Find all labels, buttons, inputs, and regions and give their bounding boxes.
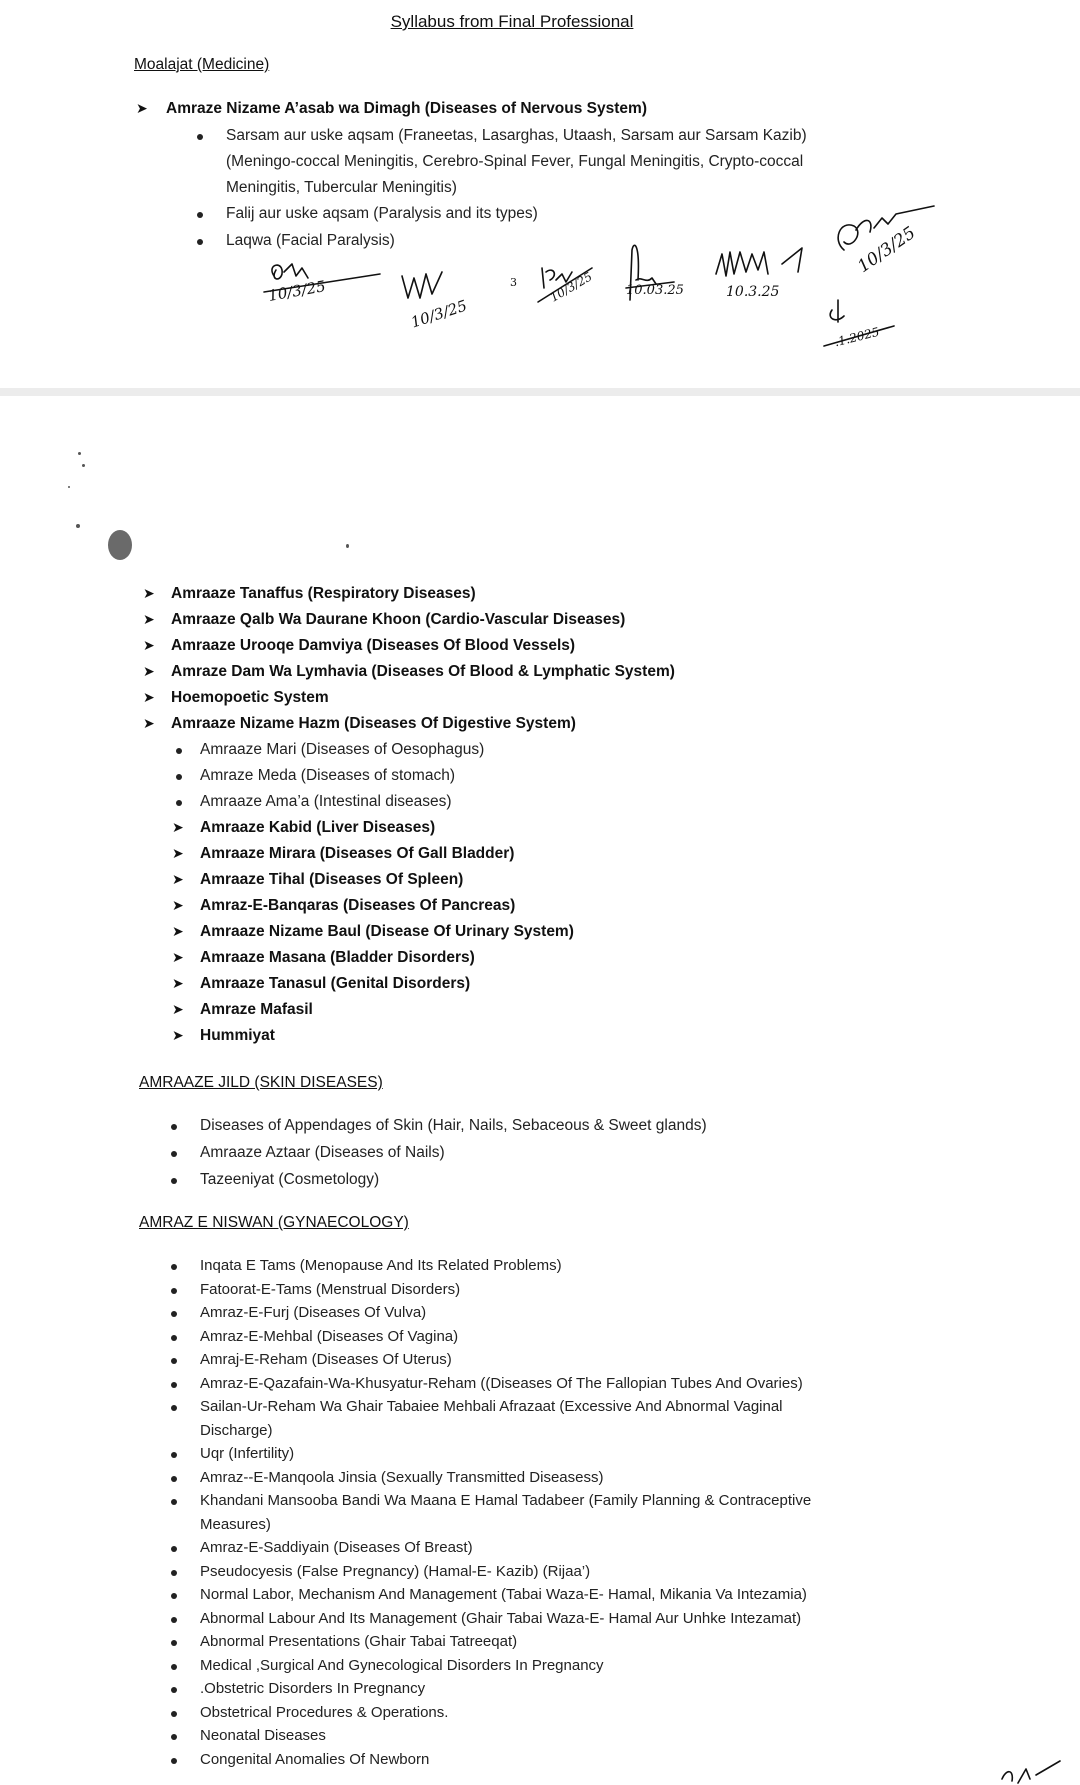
skin-list-item: Diseases of Appendages of Skin (Hair, Nails, Sebaceous & Sweet glands) — [200, 1117, 707, 1134]
signature-3-prefix: 3 — [510, 276, 517, 289]
scan-speck — [82, 464, 85, 467]
bullet-icon — [171, 1687, 177, 1693]
scan-speck — [78, 452, 81, 455]
subtopic-item: Amraaze Mari (Diseases of Oesophagus) — [200, 741, 485, 758]
subtopic-item: Amraaze Tanasul (Genital Disorders) — [200, 975, 471, 992]
partial-signature-icon — [1000, 1755, 1080, 1785]
bullet-icon — [176, 774, 182, 780]
gynaecology-list-item: Neonatal Diseases — [200, 1727, 326, 1744]
section-heading-skin: AMRAAZE JILD (SKIN DISEASES) — [139, 1074, 383, 1091]
subtopic-item: Amraze Mafasil — [200, 1001, 313, 1018]
topic-item: Amraaze Urooqe Damviya (Diseases Of Blood Vessels) — [171, 637, 576, 654]
scan-speck — [76, 524, 80, 528]
gynaecology-list-item: Amraz-E-Mehbal (Diseases Of Vagina) — [200, 1327, 459, 1345]
subtopic-item: Amraz-E-Banqaras (Diseases Of Pancreas) — [200, 897, 516, 914]
gynaecology-list-item: Uqr (Infertility) — [200, 1445, 295, 1462]
scan-speck — [346, 544, 349, 548]
bullet-icon — [171, 1151, 177, 1157]
signature-6-date: 10/3/25 — [854, 223, 920, 277]
gynaecology-list-item: Amraz--E-Manqoola Jinsia (Sexually Transmitted Diseasess) — [200, 1468, 604, 1486]
skin-list-item: Tazeeniyat (Cosmetology) — [200, 1171, 380, 1188]
arrow-bullet-icon: ➤ — [172, 897, 184, 913]
arrow-bullet-icon: ➤ — [143, 689, 155, 705]
skin-list-item: Amraaze Aztaar (Diseases of Nails) — [200, 1144, 445, 1161]
gynaecology-list-item: Amraz-E-Qazafain-Wa-Khusyatur-Reham ((Diseases Of The Fallopian Tubes And Ovaries) — [200, 1374, 803, 1392]
gynaecology-list-item: Medical ,Surgical And Gynecological Disorders In Pregnancy — [200, 1656, 604, 1674]
signature-4-date: 10.03.25 — [626, 283, 684, 298]
bullet-icon — [171, 1758, 177, 1764]
gynaecology-list-item: Amraz-E-Saddiyain (Diseases Of Breast) — [200, 1539, 473, 1556]
signature-7-date: .1.2025 — [832, 324, 881, 350]
arrow-bullet-icon: ➤ — [172, 845, 184, 861]
page-1 — [0, 0, 1080, 388]
topic-item: Amraaze Tanaffus (Respiratory Diseases) — [171, 585, 476, 602]
bullet-icon — [171, 1640, 177, 1646]
bullet-icon — [171, 1311, 177, 1317]
arrow-bullet-icon: ➤ — [172, 871, 184, 887]
bullet-icon — [171, 1288, 177, 1294]
topic-item: Amraaze Nizame Hazm (Diseases Of Digestive System) — [171, 715, 576, 732]
bullet-icon — [171, 1499, 177, 1505]
arrow-bullet-icon: ➤ — [136, 100, 148, 116]
arrow-bullet-icon: ➤ — [172, 1027, 184, 1043]
gynaecology-list-item: Sailan-Ur-Reham Wa Ghair Tabaiee Mehbali Afrazaat (Excessive And Abnormal Vaginal — [200, 1398, 783, 1415]
subtopic-item: Amraaze Mirara (Diseases Of Gall Bladder) — [200, 845, 515, 862]
arrow-bullet-icon: ➤ — [143, 663, 155, 679]
gynaecology-list-item-continuation: Discharge) — [200, 1421, 273, 1439]
gynaecology-list-item: Obstetrical Procedures & Operations. — [200, 1703, 449, 1721]
bullet-icon — [171, 1617, 177, 1623]
section-heading-gynaecology: AMRAZ E NISWAN (GYNAECOLOGY) — [139, 1214, 409, 1231]
gynaecology-list-item: Khandani Mansooba Bandi Wa Maana E Hamal Tadabeer (Family Planning & Contraceptive — [200, 1492, 812, 1509]
signature-1-date: 10/3/25 — [266, 277, 327, 305]
gynaecology-list-item: .Obstetric Disorders In Pregnancy — [200, 1680, 426, 1697]
gynaecology-list-item: Fatoorat-E-Tams (Menstrual Disorders) — [200, 1280, 461, 1298]
arrow-bullet-icon: ➤ — [143, 611, 155, 627]
bullet-icon — [171, 1335, 177, 1341]
arrow-bullet-icon: ➤ — [172, 975, 184, 991]
list-item: Falij aur uske aqsam (Paralysis and its types) — [226, 205, 538, 222]
bullet-icon — [171, 1570, 177, 1576]
section-heading-medicine: Moalajat (Medicine) — [134, 56, 270, 73]
gynaecology-list-item: Abnormal Presentations (Ghair Tabai Tatreeqat) — [200, 1633, 518, 1650]
arrow-bullet-icon: ➤ — [143, 637, 155, 653]
signature-2-date: 10/3/25 — [408, 296, 470, 332]
signature-5-date: 10.3.25 — [726, 284, 780, 300]
subtopic-item: Hummiyat — [200, 1027, 275, 1044]
arrow-bullet-icon: ➤ — [172, 949, 184, 965]
arrow-bullet-icon: ➤ — [143, 585, 155, 601]
bullet-icon — [176, 800, 182, 806]
page-separator — [0, 388, 1080, 396]
gynaecology-list-item-continuation: Measures) — [200, 1515, 271, 1533]
subtopic-item: Amraaze Nizame Baul (Disease Of Urinary System) — [200, 923, 574, 940]
arrow-bullet-icon: ➤ — [172, 923, 184, 939]
list-item: Laqwa (Facial Paralysis) — [226, 232, 395, 249]
bullet-icon — [171, 1358, 177, 1364]
topic-item: Amraaze Qalb Wa Daurane Khoon (Cardio-Vascular Diseases) — [171, 611, 626, 628]
subtopic-item: Amraaze Ama’a (Intestinal diseases) — [200, 793, 452, 810]
bullet-icon — [171, 1734, 177, 1740]
arrow-bullet-icon: ➤ — [143, 715, 155, 731]
arrow-bullet-icon: ➤ — [172, 819, 184, 835]
subtopic-item: Amraze Meda (Diseases of stomach) — [200, 767, 455, 784]
bullet-icon — [171, 1452, 177, 1458]
topic-item: Hoemopoetic System — [171, 689, 329, 706]
arrow-bullet-icon: ➤ — [172, 1001, 184, 1017]
scan-blot — [108, 530, 132, 560]
gynaecology-list-item: Abnormal Labour And Its Management (Ghair Tabai Waza-E- Hamal Aur Unhke Intezamat) — [200, 1609, 802, 1627]
gynaecology-list-item: Normal Labor, Mechanism And Management (Tabai Waza-E- Hamal, Mikania Va Intezamia) — [200, 1586, 807, 1603]
list-item-line: (Meningo-coccal Meningitis, Cerebro-Spinal Fever, Fungal Meningitis, Crypto-coccal — [226, 153, 804, 170]
gynaecology-list-item: Congenital Anomalies Of Newborn — [200, 1750, 430, 1768]
list-item-line: Meningitis, Tubercular Meningitis) — [226, 179, 457, 196]
bullet-icon — [171, 1546, 177, 1552]
document-title: Syllabus from Final Professional — [390, 12, 634, 31]
bullet-icon — [171, 1593, 177, 1599]
bullet-icon — [171, 1405, 177, 1411]
bullet-icon — [197, 239, 203, 245]
subtopic-item: Amraaze Kabid (Liver Diseases) — [200, 819, 436, 836]
bullet-icon — [171, 1264, 177, 1270]
bullet-icon — [197, 212, 203, 218]
list-item-line: Sarsam aur uske aqsam (Franeetas, Lasarghas, Utaash, Sarsam aur Sarsam Kazib) — [226, 127, 807, 144]
bullet-icon — [171, 1178, 177, 1184]
bullet-icon — [171, 1382, 177, 1388]
bullet-icon — [171, 1476, 177, 1482]
topic-item: Amraze Dam Wa Lymhavia (Diseases Of Blood & Lymphatic System) — [171, 663, 675, 680]
bullet-icon — [197, 134, 203, 140]
scan-speck — [68, 486, 70, 488]
gynaecology-list-item: Pseudocyesis (False Pregnancy) (Hamal-E- Kazib) (Rijaa’) — [200, 1562, 591, 1580]
subtopic-item: Amraaze Masana (Bladder Disorders) — [200, 949, 475, 966]
topic-nervous-system: Amraze Nizame A’asab wa Dimagh (Diseases of Nervous System) — [166, 100, 647, 117]
bullet-icon — [171, 1711, 177, 1717]
bullet-icon — [171, 1124, 177, 1130]
signature-3-date: 10/3/25 — [547, 269, 595, 305]
subtopic-item: Amraaze Tihal (Diseases Of Spleen) — [200, 871, 464, 888]
gynaecology-list-item: Inqata E Tams (Menopause And Its Related Problems) — [200, 1257, 562, 1274]
gynaecology-list-item: Amraz-E-Furj (Diseases Of Vulva) — [200, 1304, 427, 1321]
bullet-icon — [176, 748, 182, 754]
bullet-icon — [171, 1664, 177, 1670]
gynaecology-list-item: Amraj-E-Reham (Diseases Of Uterus) — [200, 1351, 452, 1368]
